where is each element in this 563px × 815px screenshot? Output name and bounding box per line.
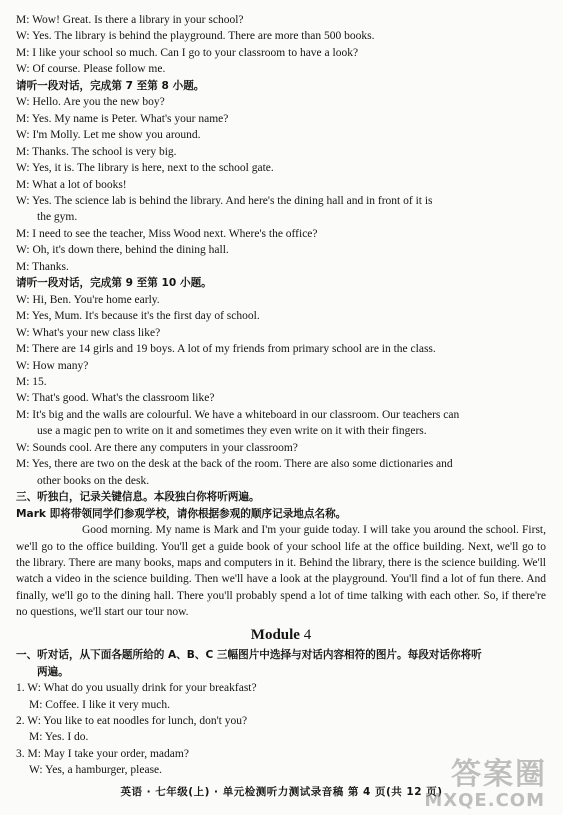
page-footer: 英语 · 七年级(上) · 单元检测听力测试录音稿 第 4 页(共 12 页) <box>120 786 443 798</box>
module-title-word: Module <box>250 626 300 643</box>
answer-line: M: Yes. I do. <box>29 731 89 744</box>
dialogue-heading: 请听一段对话，完成第 7 至第 8 小题。 <box>16 79 205 92</box>
section-instruction: Mark 即将带领同学们参观学校，请你根据参观的顺序记录地点名称。 <box>16 507 347 520</box>
dialogue-line: M: Yes. My name is Peter. What's your name? <box>16 112 229 125</box>
dialogue-line-continuation: other books on the desk. <box>37 474 150 487</box>
dialogue-line: W: That's good. What's the classroom like? <box>16 392 215 405</box>
dialogue-line: M: Thanks. <box>16 260 69 273</box>
dialogue-line: W: What's your new class like? <box>16 326 161 339</box>
dialogue-line: M: 15. <box>16 375 47 388</box>
question-line: 2. W: You like to eat noodles for lunch, don't you? <box>16 715 248 728</box>
dialogue-line: M: What a lot of books! <box>16 178 127 191</box>
watermark-text: 答案圈 <box>451 757 547 792</box>
section-heading-continuation: 两遍。 <box>37 665 69 678</box>
watermark-logo <box>403 749 553 811</box>
dialogue-line: M: Yes, there are two on the desk at the back of the room. There are also some dictionaries and <box>16 458 453 471</box>
section-heading: 一、听对话，从下面各题所给的 A、B、C 三幅图片中选择与对话内容相符的图片。每段对话你将听 <box>16 649 482 662</box>
dialogue-line: W: Hello. Are you the new boy? <box>16 96 165 109</box>
dialogue-line: M: There are 14 girls and 19 boys. A lot of my friends from primary school are in the class. <box>16 343 436 356</box>
dialogue-line: M: Wow! Great. Is there a library in your school? <box>16 14 244 26</box>
module-title-number: 4 <box>303 626 312 643</box>
watermark-url: MXQE.COM <box>424 790 545 811</box>
question-line: 3. M: May I take your order, madam? <box>16 747 189 760</box>
module-title <box>16 627 546 643</box>
dialogue-line: M: I need to see the teacher, Miss Wood next. Where's the office? <box>16 227 318 240</box>
dialogue-line: W: How many? <box>16 359 89 372</box>
dialogue-line: W: Sounds cool. Are there any computers in your classroom? <box>16 441 298 454</box>
dialogue-line: W: Yes. The science lab is behind the library. And here's the dining hall and in front of it is <box>16 194 433 207</box>
dialogue-line: W: Hi, Ben. You're home early. <box>16 293 160 306</box>
dialogue-line: W: Oh, it's down there, behind the dining hall. <box>16 244 229 257</box>
answer-line: M: Coffee. I like it very much. <box>29 698 170 711</box>
dialogue-line: W: Yes, it is. The library is here, next to the school gate. <box>16 162 274 175</box>
dialogue-line-continuation: the gym. <box>37 211 78 224</box>
dialogue-heading: 请听一段对话，完成第 9 至第 10 小题。 <box>16 277 212 290</box>
monologue-paragraph: Good morning. My name is Mark and I'm your guide today. I will take you around the school. First, we'll go to the office building. You'll get a guide book of your school life at the office building. Next, we'll go to the library. There are many books, maps and computers in it. Behind the library, there is the science building. We'll watch a video in the science building. Then we'll have a look at the playground. You'll find a lot of fun there. And finally, we'll go to the dining hall. There you'll probably spend a lot of time talking with each other. So, if there're no questions, we'll start our tour now. <box>16 524 546 619</box>
dialogue-line: M: Yes, Mum. It's because it's the first day of school. <box>16 310 260 323</box>
dialogue-line: M: Thanks. The school is very big. <box>16 145 177 158</box>
transcript-page <box>16 12 546 779</box>
question-line: 1. W: What do you usually drink for your breakfast? <box>16 682 257 695</box>
dialogue-line: W: I'm Molly. Let me show you around. <box>16 129 201 142</box>
dialogue-line: W: Of course. Please follow me. <box>16 63 166 76</box>
dialogue-line: M: I like your school so much. Can I go to your classroom to have a look? <box>16 46 359 59</box>
answer-line: W: Yes, a hamburger, please. <box>29 764 163 777</box>
section-heading: 三、听独白，记录关键信息。本段独白你将听两遍。 <box>16 491 260 504</box>
dialogue-line-continuation: use a magic pen to write on it and sometimes they even write on it with their fingers. <box>37 425 427 438</box>
dialogue-line: M: It's big and the walls are colourful. We have a whiteboard in our classroom. Our teachers can <box>16 408 460 421</box>
dialogue-line: W: Yes. The library is behind the playground. There are more than 500 books. <box>16 30 375 43</box>
